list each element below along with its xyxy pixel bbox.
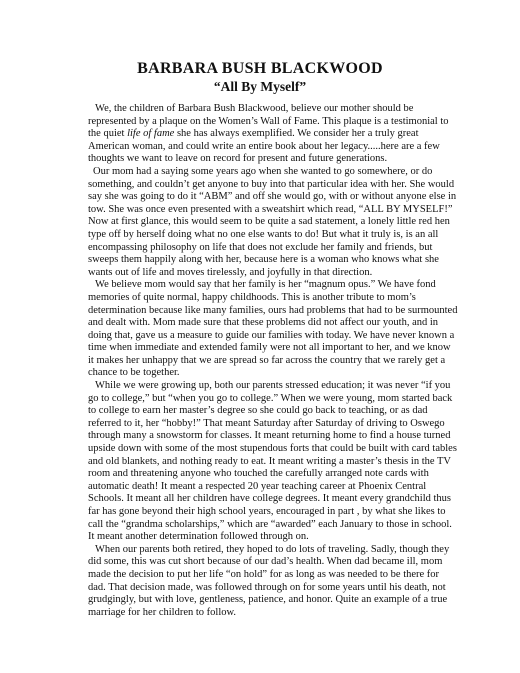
- paragraph-intro: [88, 103, 458, 166]
- paragraph-magnum-opus: We believe mom would say that her family is her “magnum opus.” We have fond memories of quite normal, happy childhoods. This is another tribute to mom’s determination because like many families, ours had problems that had to be surmounted and dealt with. Mom made sure that these problems did not affect our youth, and in doing that, gave us a measure to guide our families with today. We have never known a time when immediate and extended family were not all important to her, and we know it makes her unhappy that we are spread so far across the country that we rarely get a chance to be together.: [88, 279, 458, 379]
- paragraph-all-by-myself: Our mom had a saying some years ago when she wanted to go somewhere, or do something, and couldn’t get anyone to buy into that particular idea with her. She would say she was going to do it “ABM” and off she would go, with or without anyone else in tow. She was once even presented with a sweatshirt which read, “ALL BY MYSELF!” Now at first glance, this would seem to be quite a sad statement, a lonely little red hen type off by herself doing what no one else wants to do! But what it truly is, is an all encompassing philosophy on life that does not exclude her family and friends, but sweeps them happily along with her, because here is a woman who knows what she wants out of life and moves tirelessly, and joyfully in that direction.: [88, 165, 457, 278]
- paragraph-intro-end: she has always exemplified. We consider her a truly great American woman, and could write an entire book about her legacy.....here are a few thoughts we want to leave on record for present and future generations.: [88, 128, 440, 165]
- paragraph-retirement: When our parents both retired, they hoped to do lots of traveling. Sadly, though they did some, this was cut short because of our dad’s health. When dad became ill, mom made the decision to put her life “on hold” for as long as was needed to be there for dad. That decision made, was followed through on for some years until his death, not grudgingly, but with love, gentleness, patience, and honor. Quite an example of a true marriage for her children to follow.: [88, 543, 450, 618]
- document-subtitle: “All By Myself”: [213, 79, 307, 94]
- paragraph-intro-start: We, the children of Barbara Bush Blackwood, believe our mother should be represented by a plaque on the Women’s Wall of Fame. This plaque is a testimonial to the quiet: [88, 103, 449, 140]
- paragraph-intro-italic: life of fame: [127, 128, 175, 140]
- paragraph-education: While we were growing up, both our parents stressed education; it was never “if you go to college,” but “when you go to college.” When we were young, mom started back to college to earn her master’s degree so she could go back to teaching, or as dad referred to it, her “hobby!” That meant Saturday after Saturday of driving to Oswego through many a snowstorm for classes. It meant returning home to find a house turned upside down with some of the most stupendous forts that could be built with card tables and old blankets, and nothing ready to eat. It meant writing a master’s thesis in the TV room and threatening anyone who touched the carefully arranged note cards with automatic death! It meant a respected 20 year teaching career at Phoenix Central Schools. It meant all her children have college degrees. It meant every grandchild thus far has gone beyond their high school years, encouraged in part , by what she likes to call the “grandma scholarships,” which are “awarded” each January to those in school. It meant another determination followed through on.: [88, 380, 457, 543]
- document-title: BARBARA BUSH BLACKWOOD: [137, 60, 383, 77]
- document-body: [88, 103, 458, 619]
